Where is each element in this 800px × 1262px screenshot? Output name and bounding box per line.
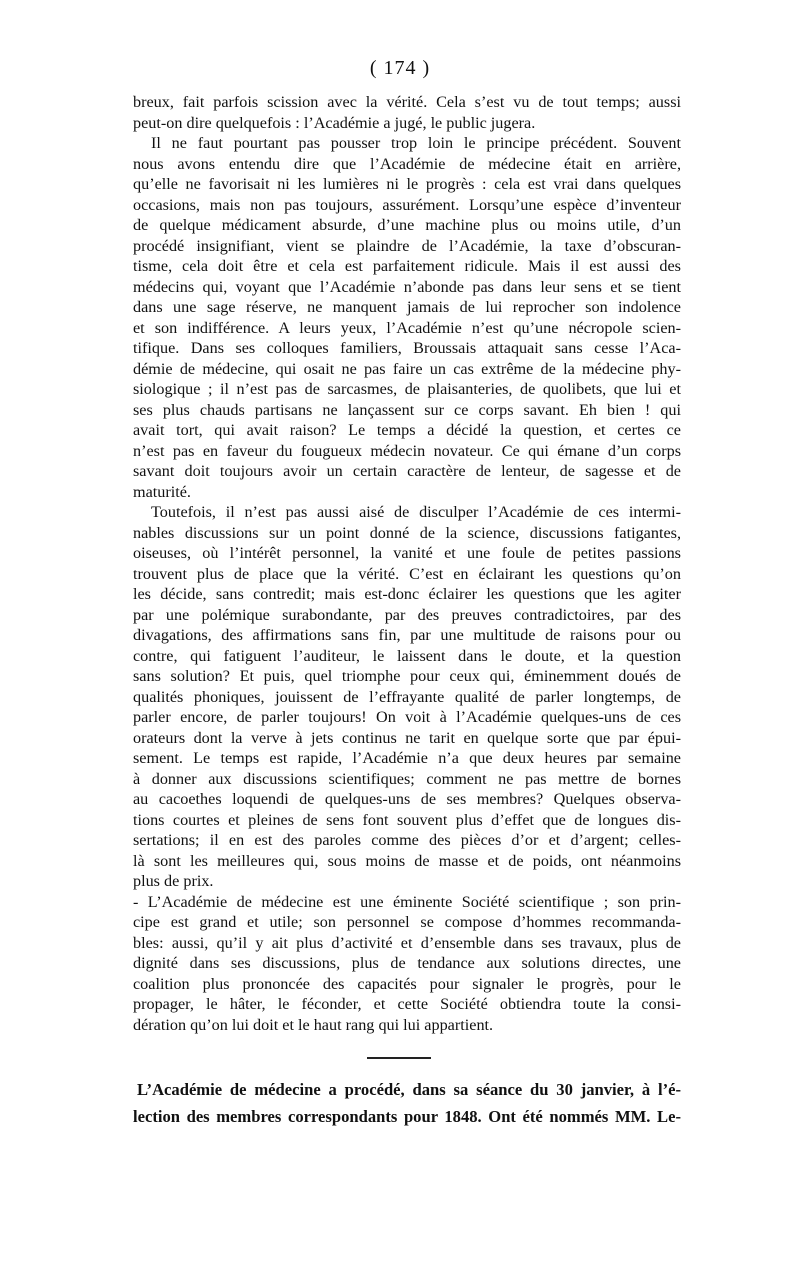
text-line: démie de médecine, qui osait ne pas faire un cas extrême de la médecine phy- [133,359,681,378]
text-line: savant doit toujours avoir un certain caractère de lenteur, de sagesse et de [133,462,681,480]
text-line: à donner aux discussions scientifiques; comment ne pas mettre de bornes [133,769,681,788]
text-line: lection des membres correspondants pour 1848. Ont été nommés MM. Le- [133,1107,681,1126]
text-line: nous avons entendu dire que l’Académie de médecine était en arrière, [133,154,681,173]
text-line: bles: aussi, qu’il y ait plus d’activité et d’ensemble dans ses travaux, plus de [133,933,681,952]
text-line: médecins qui, voyant que l’Académie n’abonde pas dans leur sens et se tient [133,277,681,296]
text-line: coalition plus prononcée des capacités pour signaler le progrès, pour le [133,974,681,993]
text-line: là sont les meilleures qui, sous moins de masse et de poids, ont néanmoins [133,851,681,870]
text-line: peut-on dire quelquefois : l’Académie a jugé, le public jugera. [133,113,536,132]
text-line: oiseuses, où l’intérêt personnel, la vanité et une foule de petites passions [133,544,681,562]
text-line: dignité dans ses discussions, plus de tendance aux solutions directes, une [133,954,681,972]
text-line: procédé insignifiant, vient se plaindre de l’Académie, la taxe d’obscuran- [133,236,681,255]
text-line: dans une sage réserve, ne manquent jamais de lui reprocher son indolence [133,298,681,316]
text-line: ses plus chauds partisans ne lançassent sur ce corps savant. Eh bien ! qui [133,400,681,419]
text-line: de quelque médicament absurde, d’une machine plus ou moins utile, d’un [133,216,681,234]
text-line: siologique ; il n’est pas de sarcasmes, de plaisanteries, de quolibets, que lui et [133,380,681,398]
text-line: sement. Le temps est rapide, l’Académie n’a que deux heures par semaine [133,749,681,767]
text-line: trouvent plus de place que la vérité. C’est en éclairant les questions qu’on [133,564,681,583]
text-line: divagations, des affirmations sans fin, par une multitude de raisons pour ou [133,626,681,644]
text-line: cipe est grand et utile; son personnel se compose d’hommes recommanda- [133,913,681,931]
text-line: propager, le hâter, le féconder, et cette Société obtiendra toute la consi- [133,995,681,1013]
text-line: par une polémique surabondante, par des preuves contradictoires, par des [133,605,681,624]
text-line: Il ne faut pourtant pas pousser trop loin le principe précédent. Souvent [151,134,681,152]
text-line: orateurs dont la verve à jets continus ne tarit en quelque sorte que par épui- [133,728,681,747]
text-line: breux, fait parfois scission avec la vérité. Cela s’est vu de tout temps; aussi [133,93,681,111]
text-line: parler encore, de parler toujours! On voit à l’Académie quelques-uns de ces [133,708,681,726]
text-line: maturité. [133,482,191,501]
text-line: occasions, mais non pas toujours, assurément. Lorsqu’une espèce d’inventeur [133,195,681,214]
text-line: L’Académie de médecine a procédé, dans sa séance du 30 janvier, à l’é- [137,1080,681,1099]
text-line: au cacoethes loquendi de quelques-uns de ses membres? Quelques observa- [133,790,681,808]
section-divider [367,1057,431,1059]
body-text [133,92,681,1035]
text-line: - L’Académie de médecine est une éminente Société scientifique ; son prin- [133,892,681,911]
text-line: plus de prix. [133,872,214,890]
text-line: Toutefois, il n’est pas aussi aisé de disculper l’Académie de ces intermi- [151,503,681,521]
text-line: tisme, cela doit être et cela est parfaitement ridicule. Mais il est aussi des [133,257,681,275]
text-line: avait tort, qui avait raison? Le temps a décidé la question, et certes ce [133,421,681,439]
text-line: tifique. Dans ses colloques familiers, Broussais attaquait sans cesse l’Aca- [133,339,681,357]
text-line: tions courtes et pleines de sens font souvent plus d’effet que de longues dis- [133,810,681,829]
text-line: et son indifférence. A leurs yeux, l’Académie n’est qu’une nécropole scien- [133,318,681,337]
text-line: sans solution? Et puis, quel triomphe pour ceux qui, éminemment doués de [133,667,681,685]
text-line: contre, qui fatiguent l’auditeur, le laissent dans le doute, et la question [133,646,681,665]
text-line: nables discussions sur un point donné de la science, discussions fatigantes, [133,523,681,542]
text-line: n’est pas en faveur du fougueux médecin novateur. Ce qui émane d’un corps [133,441,681,460]
text-line: qualités phoniques, jouissent de l’effrayante qualité de parler longtemps, de [133,687,681,706]
text-line: dération qu’on lui doit et le haut rang qui lui appartient. [133,1015,494,1034]
page-number: ( 174 ) [369,57,431,79]
text-line: qu’elle ne favorisait ni les lumières ni le progrès : cela est vrai dans quelques [133,175,681,193]
text-line: les décide, sans contredit; mais est-donc éclairer les questions que les agiter [133,585,681,603]
notice-paragraph [133,1076,681,1130]
text-line: sertations; il en est des paroles comme des pièces d’or et d’argent; celles- [133,831,681,849]
